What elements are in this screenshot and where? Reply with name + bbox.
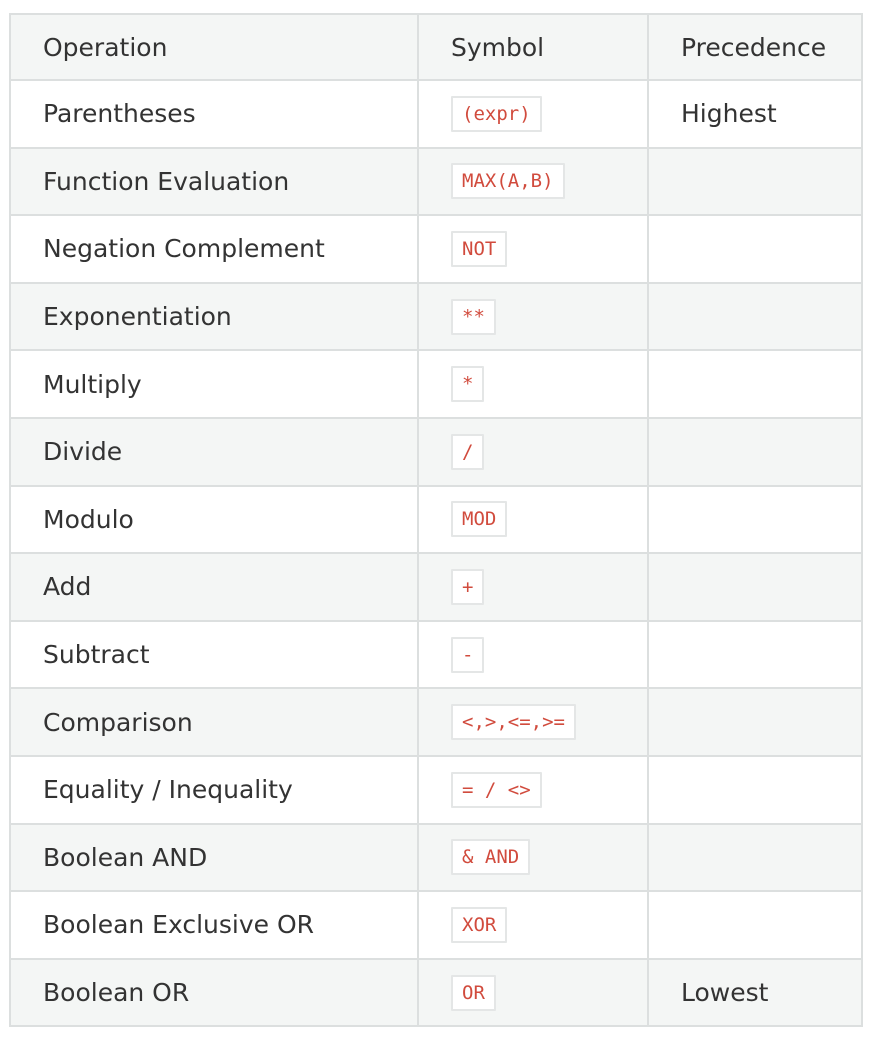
symbol-code: = / <>: [451, 772, 542, 808]
symbol-cell: [418, 80, 648, 148]
table-row: [10, 824, 862, 892]
symbol-cell: [418, 148, 648, 216]
operation-cell: Divide: [10, 418, 418, 486]
operation-cell: Parentheses: [10, 80, 418, 148]
table-row: [10, 688, 862, 756]
symbol-code: MAX(A,B): [451, 163, 565, 199]
operation-cell: Negation Complement: [10, 215, 418, 283]
header-precedence: Precedence: [648, 14, 862, 80]
header-symbol: Symbol: [418, 14, 648, 80]
operation-cell: Boolean OR: [10, 959, 418, 1027]
symbol-cell: [418, 350, 648, 418]
table-row: [10, 486, 862, 554]
symbol-code: NOT: [451, 231, 507, 267]
operation-cell: Boolean Exclusive OR: [10, 891, 418, 959]
symbol-cell: [418, 283, 648, 351]
operation-cell: Comparison: [10, 688, 418, 756]
precedence-cell: [648, 215, 862, 283]
symbol-cell: [418, 756, 648, 824]
symbol-code: /: [451, 434, 484, 470]
precedence-cell: [648, 148, 862, 216]
precedence-cell: [648, 824, 862, 892]
table-row: [10, 756, 862, 824]
operation-cell: Exponentiation: [10, 283, 418, 351]
precedence-cell: [648, 283, 862, 351]
symbol-cell: [418, 891, 648, 959]
table-row: [10, 891, 862, 959]
header-operation: Operation: [10, 14, 418, 80]
table-row: [10, 959, 862, 1027]
symbol-cell: [418, 621, 648, 689]
symbol-code: OR: [451, 975, 496, 1011]
operation-cell: Multiply: [10, 350, 418, 418]
symbol-cell: [418, 418, 648, 486]
symbol-cell: [418, 215, 648, 283]
precedence-cell: [648, 756, 862, 824]
precedence-cell: [648, 891, 862, 959]
operator-precedence-table: [9, 13, 863, 1027]
symbol-code: **: [451, 299, 496, 335]
table-row: [10, 418, 862, 486]
precedence-cell: [648, 553, 862, 621]
precedence-cell: Highest: [648, 80, 862, 148]
precedence-cell: [648, 621, 862, 689]
symbol-code: +: [451, 569, 484, 605]
symbol-code: MOD: [451, 501, 507, 537]
symbol-code: *: [451, 366, 484, 402]
symbol-code: -: [451, 637, 484, 673]
operation-cell: Modulo: [10, 486, 418, 554]
table-row: [10, 283, 862, 351]
precedence-table-container: [9, 13, 861, 1027]
symbol-code: <,>,<=,>=: [451, 704, 576, 740]
precedence-cell: Lowest: [648, 959, 862, 1027]
operation-cell: Add: [10, 553, 418, 621]
symbol-cell: [418, 486, 648, 554]
precedence-cell: [648, 418, 862, 486]
operation-cell: Equality / Inequality: [10, 756, 418, 824]
table-row: [10, 215, 862, 283]
table-body: [10, 80, 862, 1026]
table-row: [10, 350, 862, 418]
precedence-cell: [648, 486, 862, 554]
symbol-cell: [418, 959, 648, 1027]
table-row: [10, 80, 862, 148]
table-row: [10, 621, 862, 689]
operation-cell: Function Evaluation: [10, 148, 418, 216]
symbol-cell: [418, 688, 648, 756]
precedence-cell: [648, 688, 862, 756]
table-row: [10, 148, 862, 216]
table-row: [10, 553, 862, 621]
operation-cell: Subtract: [10, 621, 418, 689]
precedence-cell: [648, 350, 862, 418]
symbol-code: & AND: [451, 839, 530, 875]
symbol-cell: [418, 553, 648, 621]
symbol-cell: [418, 824, 648, 892]
operation-cell: Boolean AND: [10, 824, 418, 892]
symbol-code: (expr): [451, 96, 542, 132]
table-header-row: [10, 14, 862, 80]
symbol-code: XOR: [451, 907, 507, 943]
